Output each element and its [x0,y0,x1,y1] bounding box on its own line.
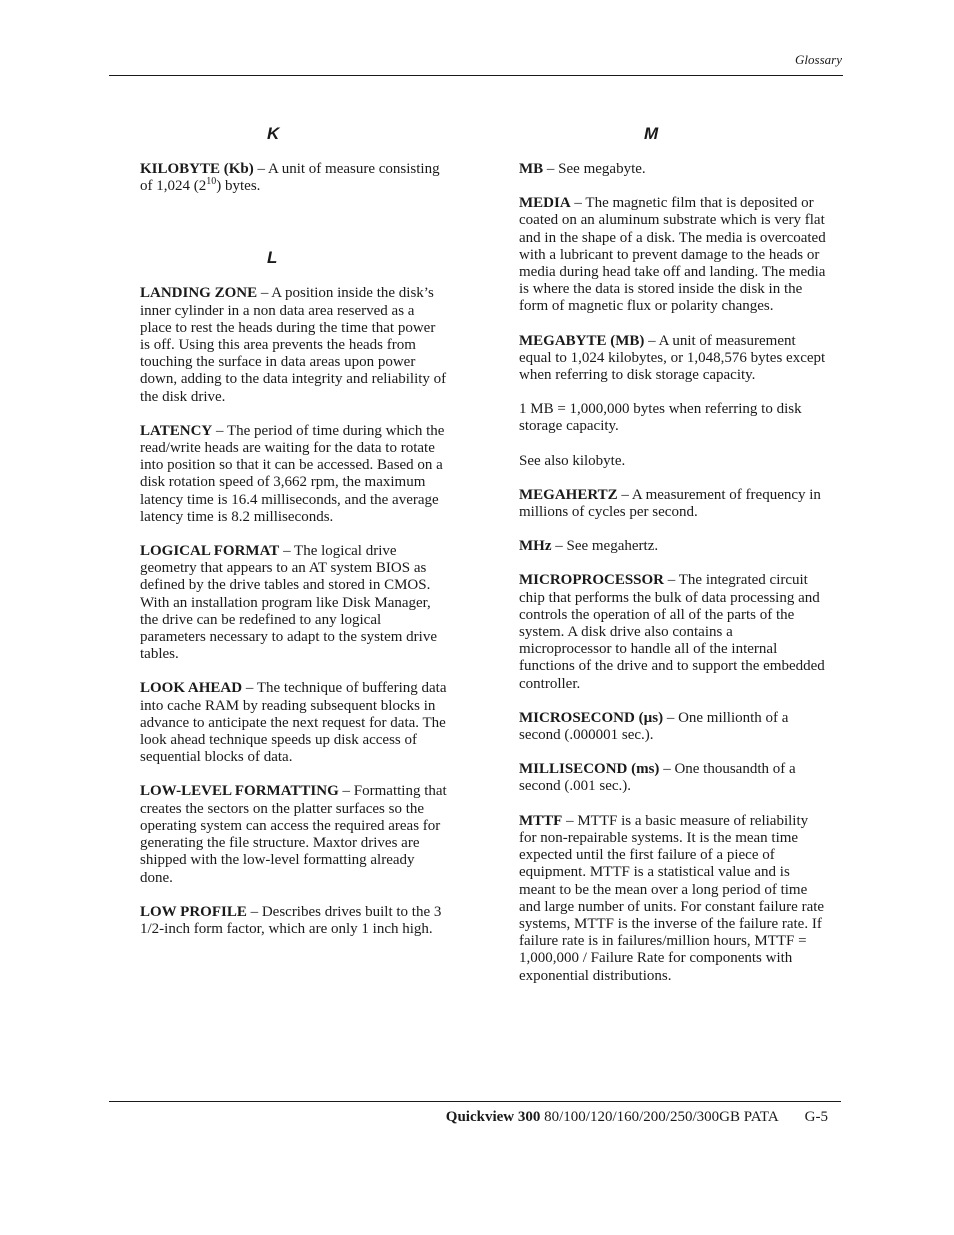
glossary-definition: – A position inside the disk’s inner cylinder in a non data area reserved as a place to rest the heads during the time that power is off. Using this area prevents the heads from touching the surface in data areas upon power down, adding to the data integrity and reliability of the disk drive. [140,285,447,405]
glossary-definition: – The period of time during which the read/write heads are waiting for the data to rotate into position so that it can be accessed. Based on a disk rotation speed of 3,662 rpm, the maximum latency time is 16.4 milliseconds, and the average latency time is 8.2 milliseconds. [140,422,445,525]
page-number: G-5 [804,1109,828,1125]
glossary-definition: – The integrated circuit chip that performs the bulk of data processing and controls the operation of all of the parts of the system. A disk drive also contains a microprocessor to handle all of the internal functions of the drive and to support the embedded controller. [519,572,825,692]
glossary-term: MEDIA [519,195,571,212]
glossary-definition: – See megabyte. [543,161,646,177]
section-letter-k: K [267,124,280,143]
glossary-term: MHz [519,538,552,555]
glossary-entry [140,543,447,663]
glossary-term: LATENCY [140,422,213,439]
product-name: Quickview 300 [445,1109,541,1125]
glossary-definition: – MTTF is a basic measure of reliability for non-repairable systems. It is the mean time expected until the first failure of a piece of equipment. MTTF is a statistical value and is meant to be the mean over a long period of time and large number of units. For constant failure rate systems, MTTF is the inverse of the failure rate. If failure rate is in failures/million hours, MTTF = 1,000,000 / Failure Rate for components with exponential distributions. [519,812,825,984]
glossary-definition: – A unit of measure consisting of 1,024 (2 [140,161,440,195]
section-letter-m: M [644,124,659,143]
glossary-term: MB [519,161,544,177]
glossary-note [519,401,826,435]
glossary-term: LOW PROFILE [140,903,247,920]
page-footer [446,1109,828,1126]
glossary-term: LOGICAL FORMAT [140,543,280,560]
right-column [519,124,826,1002]
superscript: 10 [206,176,217,188]
glossary-entry [140,783,447,886]
glossary-definition: See also kilobyte. [519,452,626,469]
left-column [140,124,447,955]
glossary-term: LOW-LEVEL FORMATTING [140,783,339,800]
glossary-definition: – A measurement of frequency in millions of cycles per second. [519,486,821,521]
footer-rule [109,1101,841,1102]
glossary-entry [519,161,826,178]
glossary-definition: – Describes drives built to the 3 1/2-inch form factor, which are only 1 inch high. [140,903,442,937]
section-letter-l: L [267,248,278,268]
glossary-definition: – See megahertz. [551,538,659,555]
glossary-term: MTTF [519,812,563,829]
glossary-term: LANDING ZONE [140,285,258,302]
glossary-definition: – The magnetic film that is deposited or coated on an aluminum substrate which is very flat and in the shape of a disk. The media is overcoated with a lubricant to prevent damage to the heads or media during head take off and landing. The media is where the data is stored inside the disk in the form of magnetic flux or polarity changes. [519,195,826,315]
glossary-definition: – One thousandth of a second (.001 sec.). [519,761,796,795]
glossary-definition: – Formatting that creates the sectors on the platter surfaces so the operating system can access the required areas for generating the file structure. Maxtor drives are shipped with the low-level formatting already done. [140,783,447,886]
glossary-definition: – The technique of buffering data into cache RAM by reading subsequent blocks in advance to anticipate the next request for data. The look ahead technique speeds up disk access of sequential blocks of data. [140,680,447,766]
glossary-definition: – One millionth of a second (.000001 sec.). [519,709,789,744]
glossary-term: LOOK AHEAD [140,680,243,697]
glossary-term: MICROSECOND (µs) [519,709,664,726]
glossary-entry [519,487,826,521]
glossary-entry [519,572,826,692]
glossary-entry [140,285,447,405]
glossary-entry [140,423,447,526]
glossary-entry [519,333,826,385]
glossary-definition: 1 MB = 1,000,000 bytes when referring to disk storage capacity. [519,401,802,435]
product-models: 80/100/120/160/200/250/300GB PATA [540,1109,779,1125]
glossary-term: MICROPROCESSOR [519,572,665,589]
glossary-entry [519,761,826,795]
glossary-entry [519,813,826,985]
glossary-see-also [519,453,826,470]
section-spacer [140,212,447,248]
glossary-term: KILOBYTE (Kb) [140,161,254,177]
running-header: Glossary [795,52,842,67]
glossary-term: MEGABYTE (MB) [519,332,645,349]
glossary-entry [519,710,826,744]
glossary-entry [519,538,826,555]
glossary-definition: – The logical drive geometry that appears to an AT system BIOS as defined by the drive tables and stored in CMOS. With an installation program like Disk Manager, the drive can be redefined to any logical parameters necessary to adapt to the system drive tables. [140,543,437,663]
glossary-definition-end: ) bytes. [216,178,261,195]
glossary-entry-kilobyte [140,161,447,195]
glossary-term: MEGAHERTZ [519,486,618,503]
glossary-term: MILLISECOND (ms) [519,761,660,778]
glossary-entry [140,680,447,766]
glossary-definition: – A unit of measurement equal to 1,024 kilobytes, or 1,048,576 bytes except when referring to disk storage capacity. [519,332,826,384]
glossary-entry [140,904,447,938]
header-rule [109,75,843,76]
glossary-entry [519,195,826,315]
